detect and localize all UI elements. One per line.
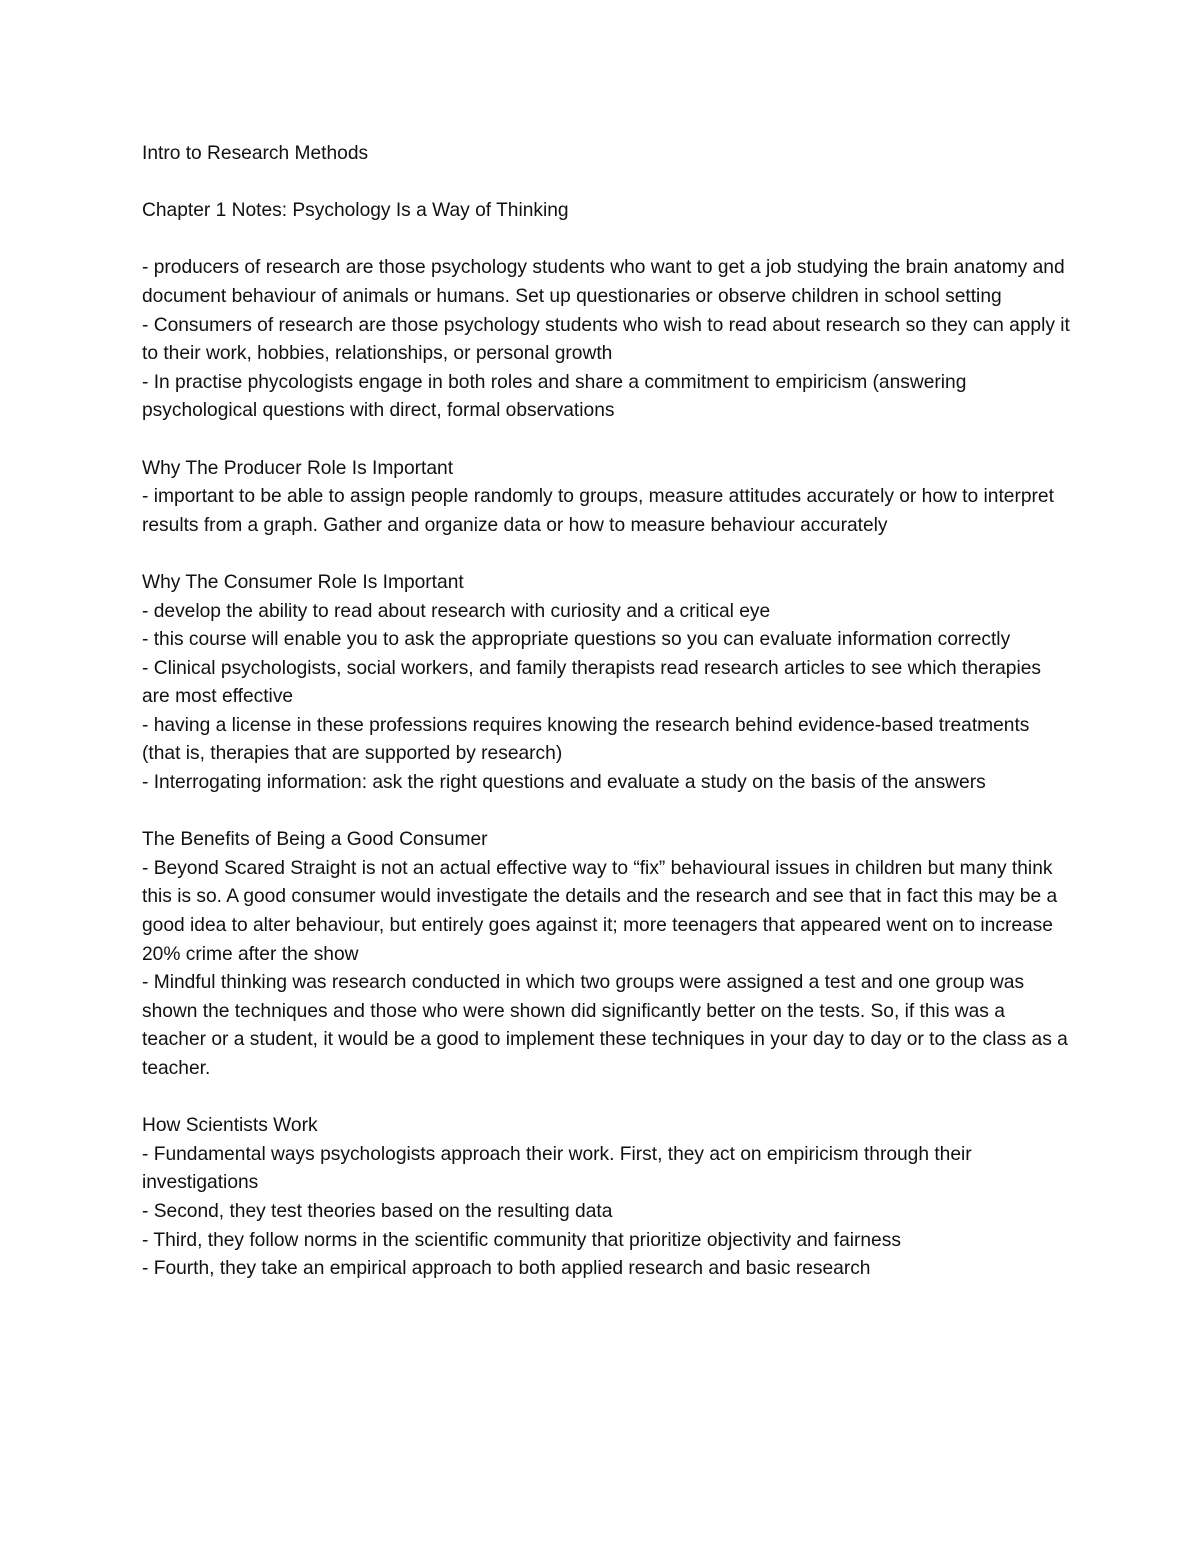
section-bullet: - Second, they test theories based on the resulting data <box>142 1200 613 1222</box>
section-bullet: - Clinical psychologists, social workers, and family therapists read research articles to see which therapies are most effective <box>142 657 1041 708</box>
document-page <box>142 140 1072 1284</box>
section-bullet: - Interrogating information: ask the right questions and evaluate a study on the basis of the answers <box>142 772 986 794</box>
chapter-heading: Chapter 1 Notes: Psychology Is a Way of Thinking <box>142 200 569 222</box>
section-bullet: - Mindful thinking was research conducted in which two groups were assigned a test and one group was shown the techniques and those who were shown did significantly better on the tests. So, if this was a teacher or a student, it would be a good to implement these techniques in your day to day or to the class as a teacher. <box>142 972 1068 1079</box>
document-title: Intro to Research Methods <box>142 143 369 164</box>
section-bullet: - this course will enable you to ask the appropriate questions so you can evaluate information correctly <box>142 629 1011 651</box>
section-bullet: - Beyond Scared Straight is not an actual effective way to “fix” behavioural issues in children but many think this is so. A good consumer would investigate the details and the research and see that in fact this may be a good idea to alter behaviour, but entirely goes against it; more teenagers that appeared went on to increase 20% crime after the show <box>142 857 1058 965</box>
section-bullet: - develop the ability to read about research with curiosity and a critical eye <box>142 600 771 622</box>
section-bullet: - Third, they follow norms in the scientific community that prioritize objectivity and fairness <box>142 1229 901 1251</box>
intro-bullet: - Consumers of research are those psychology students who wish to read about research so they can apply it to their work, hobbies, relationships, or personal growth <box>142 314 1070 365</box>
section-bullet: - Fundamental ways psychologists approach their work. First, they act on empiricism through their investigations <box>142 1143 972 1194</box>
section-heading: Why The Consumer Role Is Important <box>142 571 464 593</box>
section-bullet: - having a license in these professions requires knowing the research behind evidence-based treatments (that is, therapies that are supported by research) <box>142 714 1030 765</box>
section-heading: The Benefits of Being a Good Consumer <box>142 829 488 851</box>
intro-bullet: - producers of research are those psychology students who want to get a job studying the brain anatomy and document behaviour of animals or humans. Set up questionaries or observe children in school setting <box>142 257 1065 307</box>
intro-bullet: - In practise phycologists engage in both roles and share a commitment to empiricism (answering psychological questions with direct, formal observations <box>142 371 967 422</box>
section-heading: Why The Producer Role Is Important <box>142 457 454 479</box>
section-bullet: - important to be able to assign people randomly to groups, measure attitudes accurately or how to interpret results from a graph. Gather and organize data or how to measure behaviour accurately <box>142 486 1054 536</box>
section-heading: How Scientists Work <box>142 1115 318 1137</box>
section-bullet: - Fourth, they take an empirical approach to both applied research and basic research <box>142 1258 871 1280</box>
